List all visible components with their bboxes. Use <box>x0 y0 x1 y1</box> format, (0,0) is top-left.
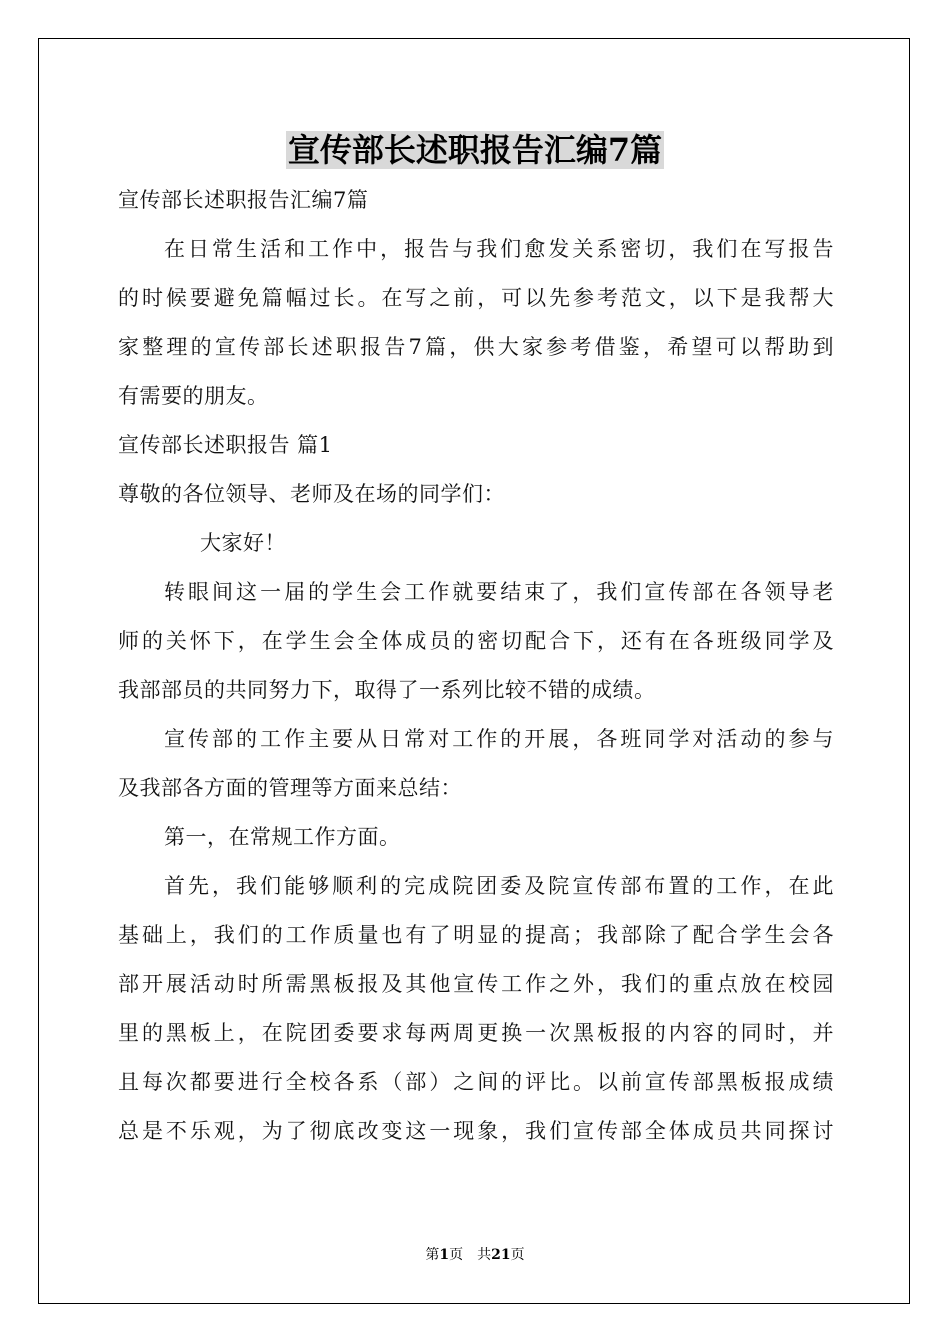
text-line: 在日常生活和工作中，报告与我们愈发关系密切，我们在写报告 <box>164 237 834 261</box>
text-line: 总是不乐观，为了彻底改变这一现象，我们宣传部全体成员共同探讨 <box>118 1119 834 1143</box>
page-mid: 页 共 <box>449 1247 492 1263</box>
document-title <box>0 130 950 170</box>
text-line: 宣传部长述职报告汇编7篇 <box>118 188 369 212</box>
text-line: 家整理的宣传部长述职报告7篇，供大家参考借鉴，希望可以帮助到 <box>118 335 834 359</box>
text-line: 尊敬的各位领导、老师及在场的同学们： <box>118 482 505 506</box>
title-text: 宣传部长述职报告汇编7篇 <box>287 131 663 169</box>
text-line: 第一，在常规工作方面。 <box>164 825 401 849</box>
text-line: 宣传部的工作主要从日常对工作的开展，各班同学对活动的参与 <box>164 727 834 751</box>
text-line: 基础上，我们的工作质量也有了明显的提高；我部除了配合学生会各 <box>118 923 834 947</box>
text-line: 里的黑板上，在院团委要求每两周更换一次黑板报的内容的同时，并 <box>118 1021 834 1045</box>
page-footer <box>0 1244 950 1264</box>
text-line: 宣传部长述职报告 篇1 <box>118 433 333 457</box>
page-prefix: 第 <box>425 1247 440 1263</box>
page-suffix: 页 <box>510 1247 525 1263</box>
text-line: 且每次都要进行全校各系（部）之间的评比。以前宣传部黑板报成绩 <box>118 1070 834 1094</box>
document-body <box>118 176 834 1156</box>
page-total: 21 <box>491 1247 511 1263</box>
text-line: 首先，我们能够顺利的完成院团委及院宣传部布置的工作，在此 <box>164 874 834 898</box>
page-number: 1 <box>439 1247 450 1263</box>
text-line: 部开展活动时所需黑板报及其他宣传工作之外，我们的重点放在校园 <box>118 972 834 996</box>
text-line: 我部部员的共同努力下，取得了一系列比较不错的成绩。 <box>118 678 656 702</box>
text-line: 有需要的朋友。 <box>118 384 269 408</box>
text-line: 师的关怀下，在学生会全体成员的密切配合下，还有在各班级同学及 <box>118 629 834 653</box>
text-line: 大家好！ <box>200 531 286 555</box>
text-line: 的时候要避免篇幅过长。在写之前，可以先参考范文，以下是我帮大 <box>118 286 834 310</box>
text-line: 转眼间这一届的学生会工作就要结束了，我们宣传部在各领导老 <box>164 580 834 604</box>
text-line: 及我部各方面的管理等方面来总结： <box>118 776 462 800</box>
